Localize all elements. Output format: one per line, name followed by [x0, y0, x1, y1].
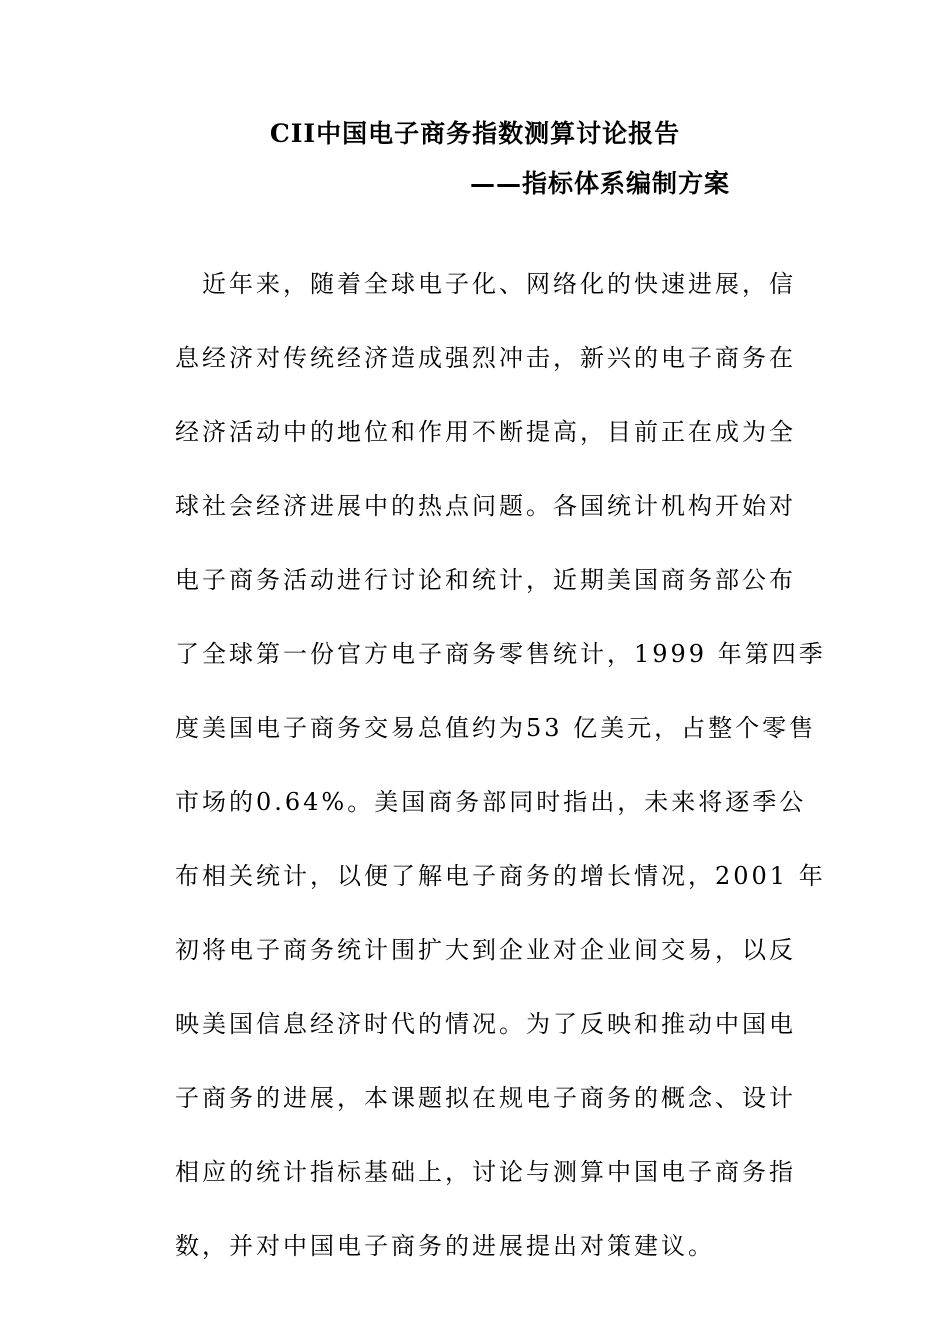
paragraph-line: 市场的0.64%。美国商务部同时指出，未来将逐季公: [175, 788, 807, 816]
paragraph-line: 了全球第一份官方电子商务零售统计，1999 年第四季: [175, 640, 826, 668]
document-title: CII中国电子商务指数测算讨论报告: [269, 119, 681, 148]
paragraph-line: 电子商务活动进行讨论和统计，近期美国商务部公布: [175, 566, 796, 594]
body-paragraph: [175, 264, 826, 1300]
paragraph-line: 息经济对传统经济造成强烈冲击，新兴的电子商务在: [175, 344, 796, 372]
paragraph-line: 布相关统计，以便了解电子商务的增长情况，2001 年: [175, 862, 826, 890]
paragraph-line: 经济活动中的地位和作用不断提高，目前正在成为全: [175, 418, 796, 446]
paragraph-line: 近年来，随着全球电子化、网络化的快速进展，信: [175, 270, 796, 298]
paragraph-line: 数，并对中国电子商务的进展提出对策建议。: [175, 1232, 715, 1260]
paragraph-line: 映美国信息经济时代的情况。为了反映和推动中国电: [175, 1010, 796, 1038]
paragraph-line: 子商务的进展，本课题拟在规电子商务的概念、设计: [175, 1084, 796, 1112]
paragraph-line: 初将电子商务统计围扩大到企业对企业间交易，以反: [175, 936, 796, 964]
paragraph-line: 相应的统计指标基础上，讨论与测算中国电子商务指: [175, 1158, 796, 1186]
paragraph-line: 球社会经济进展中的热点问题。各国统计机构开始对: [175, 492, 796, 520]
document-subtitle: ——指标体系编制方案: [470, 169, 731, 198]
paragraph-line: 度美国电子商务交易总值约为53 亿美元，占整个零售: [175, 714, 817, 742]
